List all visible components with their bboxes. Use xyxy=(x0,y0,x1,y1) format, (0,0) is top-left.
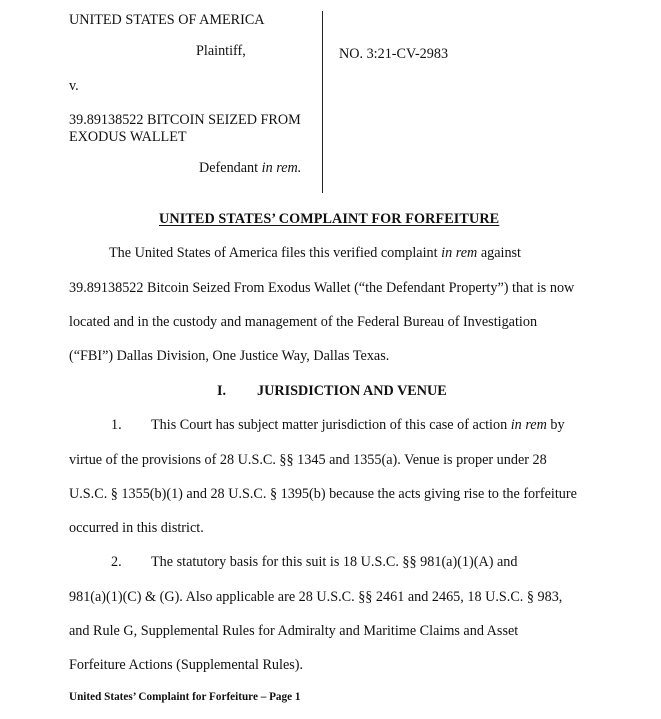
intro-line-3: located and in the custody and management of the Federal Bureau of Investigation xyxy=(69,314,538,330)
para-1-line-2: virtue of the provisions of 28 U.S.C. §§ 1345 and 1355(a). Venue is proper under 28 xyxy=(69,452,547,468)
para-2-line-3: and Rule G, Supplemental Rules for Admiralty and Maritime Claims and Asset xyxy=(69,623,519,639)
intro-line-1: The United States of America files this verified complaint in rem against xyxy=(109,245,521,261)
plaintiff-name: UNITED STATES OF AMERICA xyxy=(69,12,265,28)
page-footer: United States’ Complaint for Forfeiture – Page 1 xyxy=(69,691,301,703)
defendant-role: Defendant in rem. xyxy=(199,160,302,176)
para-1-line-3: U.S.C. § 1355(b)(1) and 28 U.S.C. § 1395(b) because the acts giving rise to the forfeiture xyxy=(69,486,577,502)
para-2-line-1: The statutory basis for this suit is 18 U.S.C. §§ 981(a)(1)(A) and xyxy=(151,554,518,570)
document-title: UNITED STATES’ COMPLAINT FOR FORFEITURE xyxy=(159,211,500,227)
case-number: NO. 3:21-CV-2983 xyxy=(339,46,449,62)
intro-line-2: 39.89138522 Bitcoin Seized From Exodus Wallet (“the Defendant Property”) that is now xyxy=(69,280,575,296)
section-title: JURISDICTION AND VENUE xyxy=(257,383,447,399)
plaintiff-role: Plaintiff, xyxy=(196,43,246,59)
section-numeral: I. xyxy=(217,383,227,399)
para-1-line-1: This Court has subject matter jurisdiction of this case of action in rem by xyxy=(151,417,565,433)
para-1-number: 1. xyxy=(111,417,122,433)
para-2-line-4: Forfeiture Actions (Supplemental Rules). xyxy=(69,657,304,673)
defendant-name-line-2: EXODUS WALLET xyxy=(69,129,187,145)
para-1-line-4: occurred in this district. xyxy=(69,520,204,536)
defendant-name-line-1: 39.89138522 BITCOIN SEIZED FROM xyxy=(69,112,301,128)
intro-line-4: (“FBI”) Dallas Division, One Justice Way, Dallas Texas. xyxy=(69,348,390,364)
caption-divider xyxy=(322,11,323,193)
para-2-line-2: 981(a)(1)(C) & (G). Also applicable are 28 U.S.C. §§ 2461 and 2465, 18 U.S.C. § 983, xyxy=(69,589,563,605)
in-rem-caption: in rem. xyxy=(261,160,302,176)
versus: v. xyxy=(69,78,79,94)
para-2-number: 2. xyxy=(111,554,122,570)
